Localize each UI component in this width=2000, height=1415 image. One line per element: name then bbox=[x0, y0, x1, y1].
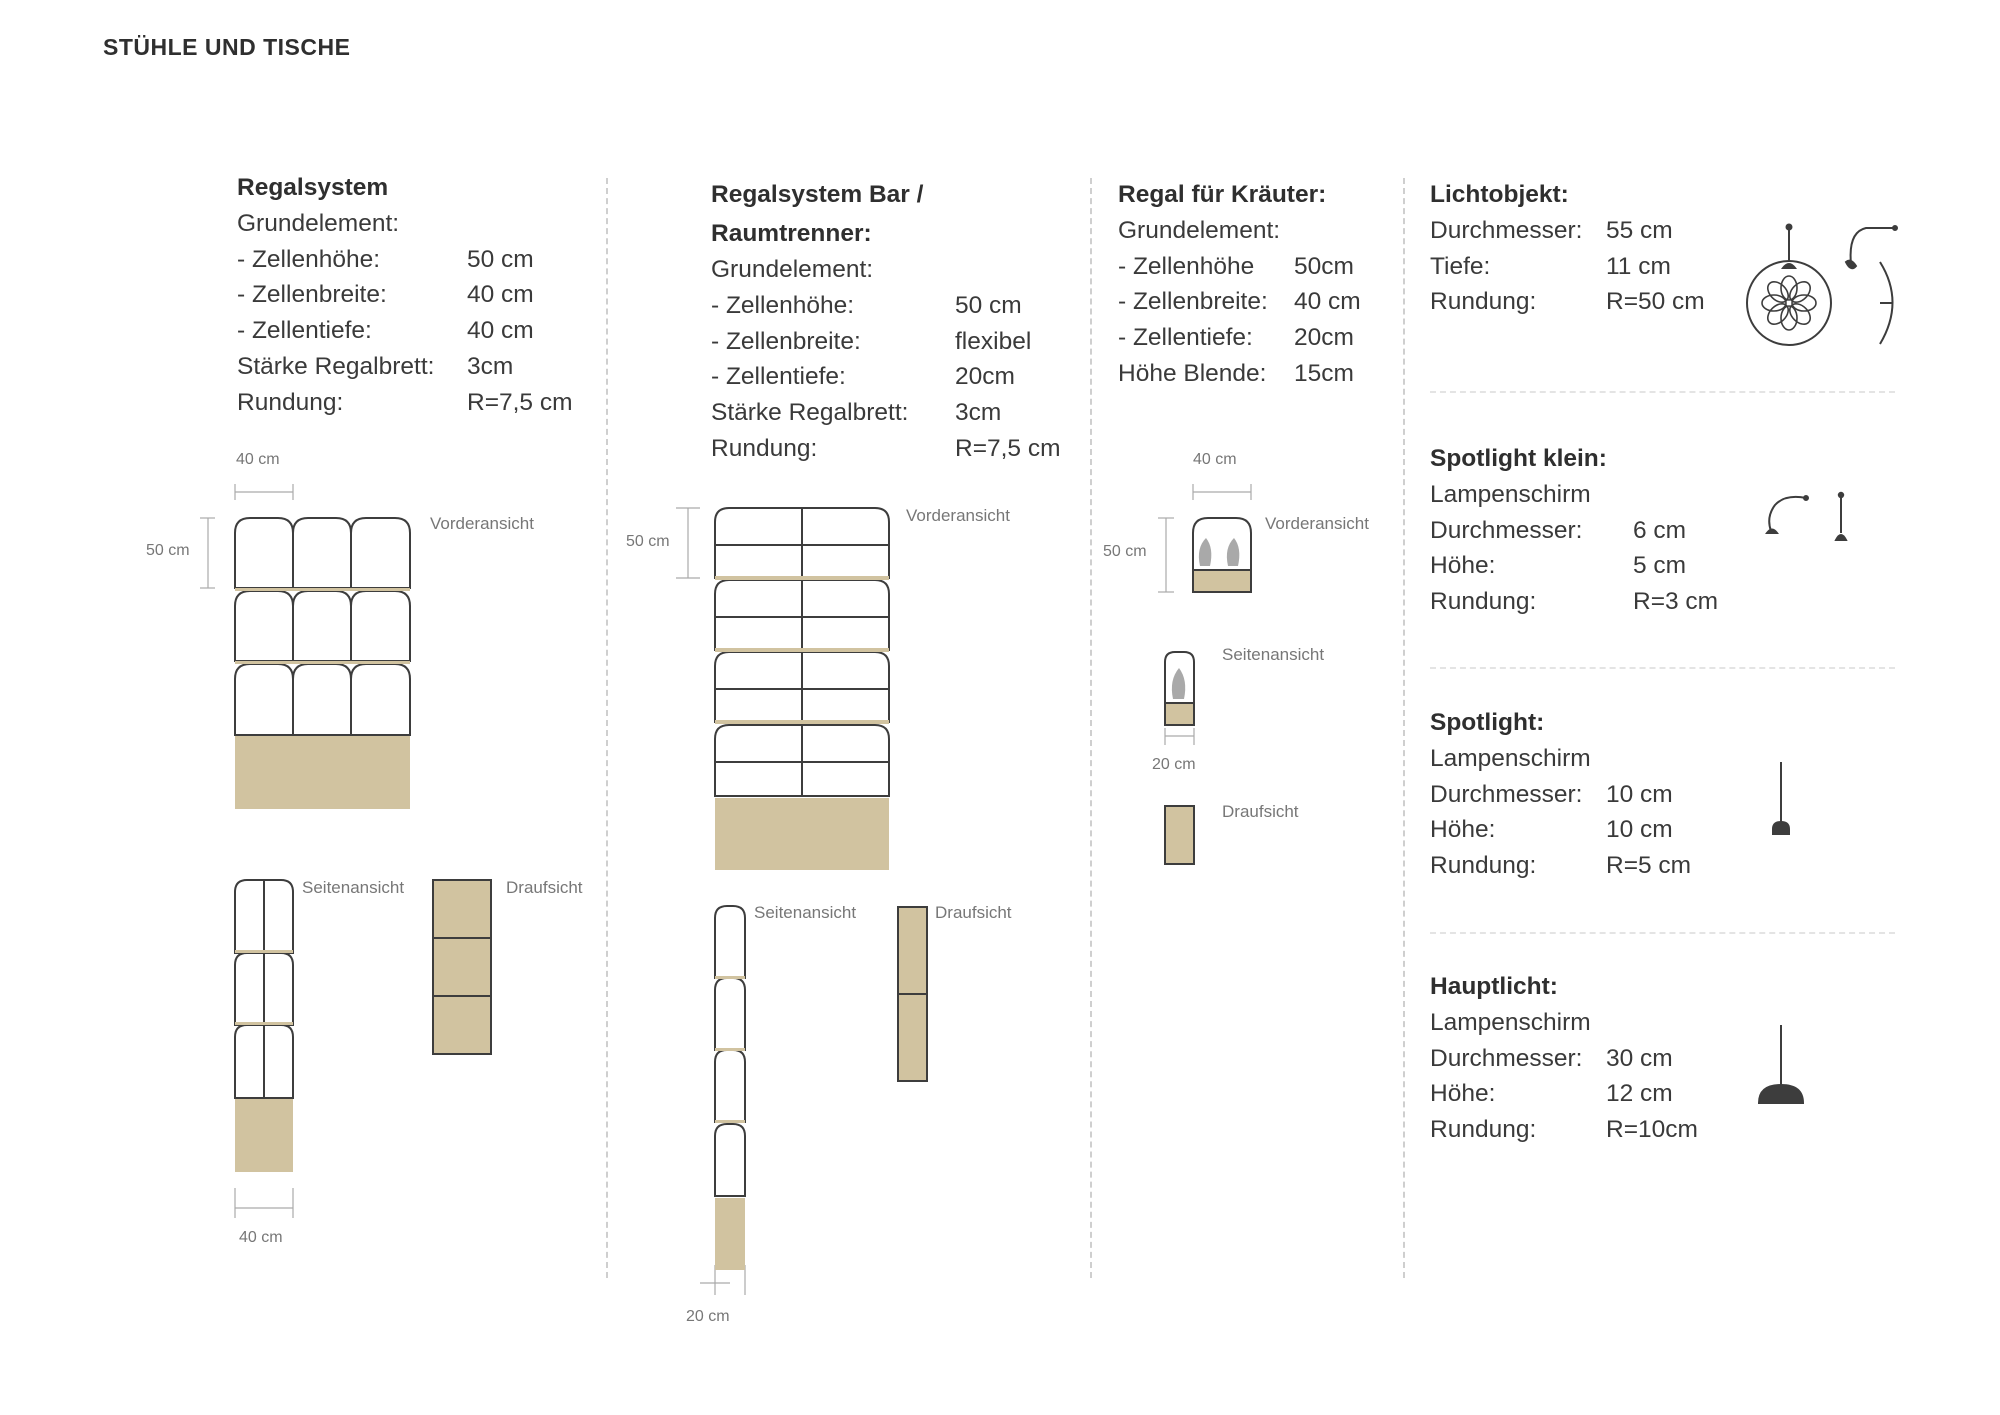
lichtobjekt-drawing bbox=[1747, 225, 1897, 346]
spec-value: 3cm bbox=[467, 352, 514, 380]
spec-key: Durchmesser: bbox=[1430, 780, 1583, 808]
spec-key: Grundelement: bbox=[711, 256, 874, 283]
spec-key: Lampenschirm bbox=[1430, 480, 1591, 508]
spec-value: 12 cm bbox=[1606, 1080, 1673, 1108]
regalsystem-heading: Regalsystem bbox=[237, 174, 389, 201]
spec-key: - Zellenhöhe: bbox=[711, 291, 855, 319]
regalsystem-label-top: Draufsicht bbox=[506, 878, 583, 897]
spec-value: 10 cm bbox=[1606, 780, 1673, 808]
regalsystem-dim-height: 50 cm bbox=[146, 542, 190, 559]
spec-key: Höhe: bbox=[1430, 552, 1496, 580]
spotlight-drawing bbox=[1773, 762, 1789, 834]
spec-key: - Zellentiefe: bbox=[1118, 324, 1253, 352]
spec-key: Rundung: bbox=[237, 388, 344, 416]
spec-value: 10 cm bbox=[1606, 816, 1673, 844]
spec-key: Höhe: bbox=[1430, 816, 1496, 844]
spec-value: 50 cm bbox=[467, 245, 534, 273]
spec-key: Rundung: bbox=[711, 434, 818, 462]
spec-key: Rundung: bbox=[1430, 288, 1537, 316]
spec-key: Durchmesser: bbox=[1430, 216, 1583, 244]
spec-value: R=10cm bbox=[1606, 1116, 1698, 1144]
page-title: STÜHLE UND TISCHE bbox=[103, 34, 351, 60]
spec-key: Lampenschirm bbox=[1430, 1008, 1591, 1036]
bar-front-view bbox=[715, 508, 889, 870]
regalsystem-front-view bbox=[235, 518, 410, 809]
regalsystem-top-view bbox=[433, 880, 491, 1054]
lichtobjekt-heading: Lichtobjekt: bbox=[1430, 181, 1569, 208]
spec-value: 20cm bbox=[955, 363, 1015, 391]
kraeuter-front-view bbox=[1193, 518, 1251, 592]
bar-label-top: Draufsicht bbox=[935, 903, 1012, 922]
spec-value: R=5 cm bbox=[1606, 852, 1692, 880]
spec-value: 30 cm bbox=[1606, 1044, 1673, 1072]
spec-key: - Zellenbreite: bbox=[237, 281, 387, 309]
spec-key: - Zellentiefe: bbox=[711, 363, 846, 391]
regalsystem-bar-heading-line1: Regalsystem Bar / bbox=[711, 181, 924, 208]
spec-key: Stärke Regalbrett: bbox=[237, 352, 435, 380]
spotlight-heading: Spotlight: bbox=[1430, 709, 1545, 736]
spec-key: Grundelement: bbox=[1118, 216, 1281, 244]
kraeuter-top-view bbox=[1165, 806, 1194, 864]
spec-value: 40 cm bbox=[1294, 288, 1361, 316]
spec-value: R=50 cm bbox=[1606, 288, 1705, 316]
spec-key: Höhe Blende: bbox=[1118, 359, 1267, 387]
hauptlicht-heading: Hauptlicht: bbox=[1430, 973, 1558, 1000]
spec-key: Höhe: bbox=[1430, 1080, 1496, 1108]
spec-key: Rundung: bbox=[1430, 1116, 1537, 1144]
spec-value: 40 cm bbox=[467, 281, 534, 309]
kraeuter-dim-height: 50 cm bbox=[1103, 543, 1147, 560]
spec-value: 5 cm bbox=[1633, 552, 1687, 580]
regalsystem-bar-heading-line2: Raumtrenner: bbox=[711, 220, 872, 247]
regalsystem-label-side: Seitenansicht bbox=[302, 878, 405, 897]
kraeuter-dim-width: 40 cm bbox=[1193, 451, 1237, 468]
spec-value: 20cm bbox=[1294, 324, 1354, 352]
spec-key: Stärke Regalbrett: bbox=[711, 399, 909, 427]
bar-label-side: Seitenansicht bbox=[754, 903, 857, 922]
spec-key: - Zellentiefe: bbox=[237, 317, 372, 345]
regalsystem-side-view bbox=[235, 880, 293, 1172]
spec-value: R=7,5 cm bbox=[467, 388, 573, 416]
spec-value: 40 cm bbox=[467, 317, 534, 345]
regalsystem-label-front: Vorderansicht bbox=[430, 514, 534, 533]
spec-value: R=7,5 cm bbox=[955, 434, 1061, 462]
kraeuter-label-side: Seitenansicht bbox=[1222, 645, 1325, 664]
spec-value: 55 cm bbox=[1606, 216, 1673, 244]
kraeuter-label-front: Vorderansicht bbox=[1265, 514, 1369, 533]
spec-value: 50cm bbox=[1294, 252, 1354, 280]
spec-key: Lampenschirm bbox=[1430, 744, 1591, 772]
spec-key: - Zellenhöhe: bbox=[237, 245, 381, 273]
bar-top-view bbox=[898, 907, 927, 1081]
spec-key: Durchmesser: bbox=[1430, 1044, 1583, 1072]
spec-value: 50 cm bbox=[955, 291, 1022, 319]
spotlight-klein-heading: Spotlight klein: bbox=[1430, 445, 1607, 472]
spec-value: flexibel bbox=[955, 327, 1032, 355]
bar-side-view bbox=[715, 906, 745, 1270]
regalsystem-dim-width-bottom: 40 cm bbox=[239, 1229, 283, 1246]
spec-key: - Zellenbreite: bbox=[711, 327, 861, 355]
spec-value: 6 cm bbox=[1633, 516, 1687, 544]
spec-key: Durchmesser: bbox=[1430, 516, 1583, 544]
kraeuter-heading: Regal für Kräuter: bbox=[1118, 181, 1327, 208]
spec-value: 11 cm bbox=[1606, 252, 1671, 280]
spec-key: Grundelement: bbox=[237, 209, 400, 237]
spec-value: 15cm bbox=[1294, 359, 1354, 387]
spec-key: Rundung: bbox=[1430, 852, 1537, 880]
hauptlicht-drawing bbox=[1759, 1025, 1803, 1103]
spec-key: Tiefe: bbox=[1430, 252, 1491, 280]
spec-key: Rundung: bbox=[1430, 588, 1537, 616]
spec-value: R=3 cm bbox=[1633, 588, 1719, 616]
flower-ornament bbox=[1762, 276, 1816, 330]
spec-value: 3cm bbox=[955, 399, 1002, 427]
bar-dim-height: 50 cm bbox=[626, 533, 670, 550]
regalsystem-dim-width-top: 40 cm bbox=[236, 451, 280, 468]
bar-dim-depth: 20 cm bbox=[686, 1308, 730, 1325]
spotlight-klein-drawing bbox=[1767, 493, 1846, 540]
kraeuter-label-top: Draufsicht bbox=[1222, 802, 1299, 821]
regalsystem-front-cells bbox=[235, 518, 410, 735]
kraeuter-dim-depth: 20 cm bbox=[1152, 756, 1196, 773]
spec-key: - Zellenhöhe bbox=[1118, 252, 1255, 280]
bar-label-front: Vorderansicht bbox=[906, 506, 1010, 525]
spec-key: - Zellenbreite: bbox=[1118, 288, 1268, 316]
kraeuter-side-view bbox=[1165, 652, 1194, 725]
